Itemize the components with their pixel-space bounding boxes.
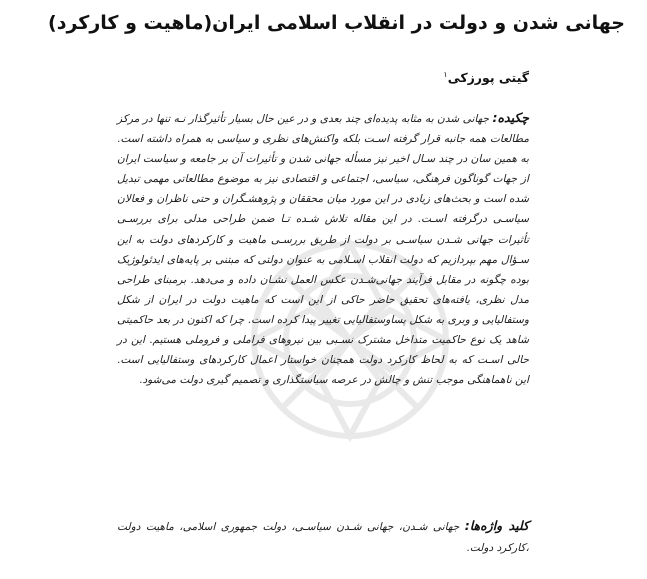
keywords-text: جهانی شـدن، جهانی شـدن سیاسـی، دولت جمهوری اسلامی، ماهیت دولت ،کارکرد دولت.: [117, 521, 529, 554]
abstract-label: چکیده:: [492, 110, 529, 125]
author-footnote-mark[interactable]: ۱: [443, 70, 448, 79]
keywords-label: کلید واژه‌ها:: [464, 518, 529, 533]
article-title: جهانی شدن و دولت در انقلاب اسلامی ایران(ماهیت و کارکرد): [48, 12, 625, 34]
author-line: [443, 66, 529, 87]
abstract-text: جهانی شدن به مثابه پدیده‌ای چند بعدی و در عین حال بسیار تأثیرگذار نـه تنها در مرکز مطالعات همه جانبه قرار گرفته اسـت بلکه واکنش‌های نظری و سیاسی به همراه داشته است. به همین سان در چند سـال اخیر نیز مسأله جهانی شدن و تأثیرات آن بر جامعه و سیاست ایران از جهات گوناگون فرهنگی، سیاسی، اجتماعی و اقتصادی نیز به موضوع مطالعاتی مهمی تبدیل شده است و بحث‌های زیادی در این مورد میان محققان و پژوهشـگران و حتی ناظران و فعالان سیاسـی درگرفته اسـت. در این مقاله تلاش شـده تـا ضمن طراحی مدلی برای بررسـی تأثیرات جهانی شـدن سیاسـی بر دولت از طریق بررسـی ماهیت و کارکردهای دولت به این سـؤال مهم بپردازیم که دولت انقلاب اسـلامی به عنوان دولتی که مبتنی بر پایه‌های ایدئولوژیک بوده چگونه در مقابل فرآیند جهانی‌شـدن عکس العمل نشـان داده و می‌دهد. برمبنای طراحی مدل نظری، یافته‌های تحقیق حاضر حاکی از این است که ماهیت دولت در ایران از شکل وستفالیایی و وبری به شکل پساوستفالیایی تغییر پیدا کرده است. چرا که اکنون در بعد حاکمیتی شاهد یک نوع حاکمیت متداخل مشترک نسـبی بین نیروهای فراملی و فروملی هستیم. این در حالی اسـت که به لحاظ کارکرد دولت همچنان خواستار اعمال کارکردهای وستفالیایی است. این ناهماهنگی موجب تنش و چالش در عرصه سیاستگذاری و تصمیم گیری دولت می‌شود.: [117, 113, 529, 387]
keywords-paragraph: [117, 516, 529, 558]
abstract-paragraph: [117, 108, 529, 390]
author-name: گیتی پورزکی: [447, 70, 529, 86]
